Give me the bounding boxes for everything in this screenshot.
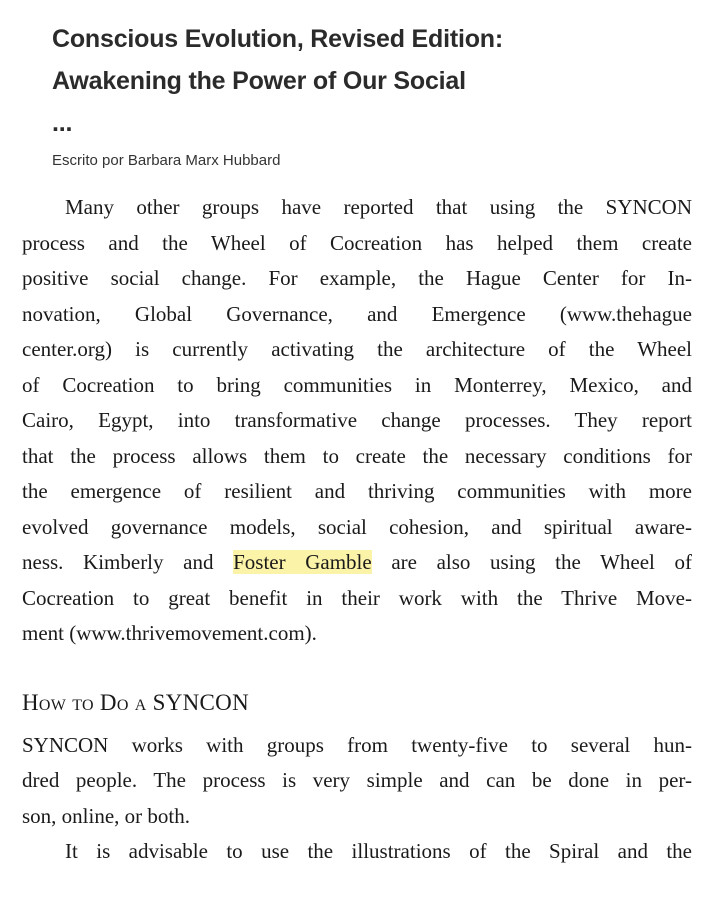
text-line: that the process allows them to create the necessary conditions for (22, 443, 692, 468)
text-line: novation, Global Governance, and Emergence (www.thehague (22, 301, 692, 326)
text-line: center.org) is currently activating the architecture of the Wheel (22, 337, 692, 361)
paragraph-3 (22, 834, 692, 870)
text-line: Many other groups have reported that using the SYNCON (65, 195, 692, 219)
book-header (52, 18, 672, 169)
book-title-line-2: Awakening the Power of Our Social (52, 67, 466, 95)
text-line: SYNCON works with groups from twenty-five to several hun- (22, 732, 692, 757)
text-line: Cocreation to great benefit in their work with the Thrive Move- (22, 585, 692, 610)
text-line: son, online, or both. (22, 803, 190, 828)
text-line: It is advisable to use the illustrations of the Spiral and the (65, 839, 692, 863)
text-line-with-highlight (22, 545, 692, 581)
section-heading: How to Do a SYNCON (22, 689, 249, 715)
text-fragment: are also using the Wheel of (371, 550, 692, 574)
book-title (52, 18, 672, 144)
highlighted-name[interactable]: Foster Gamble (233, 550, 372, 574)
text-line: of Cocreation to bring communities in Monterrey, Mexico, and (22, 372, 692, 397)
text-fragment: ness. Kimberly and (22, 550, 234, 574)
author-byline: Escrito por Barbara Marx Hubbard (52, 152, 281, 169)
text-line: the emergence of resilient and thriving communities with more (22, 479, 692, 503)
text-line: process and the Wheel of Cocreation has helped them create (22, 230, 692, 255)
text-line: positive social change. For example, the Hague Center for In- (22, 266, 692, 290)
book-title-line-1: Conscious Evolution, Revised Edition: (52, 25, 503, 53)
paragraph-1 (22, 190, 692, 652)
text-line: evolved governance models, social cohesion, and spiritual aware- (22, 514, 692, 539)
text-line: dred people. The process is very simple and can be done in per- (22, 768, 692, 792)
book-title-ellipsis: ... (52, 109, 73, 137)
text-line: ment (www.thrivemovement.com). (22, 621, 317, 645)
book-excerpt (22, 190, 692, 870)
text-line: Cairo, Egypt, into transformative change processes. They report (22, 408, 692, 432)
paragraph-2 (22, 728, 692, 835)
